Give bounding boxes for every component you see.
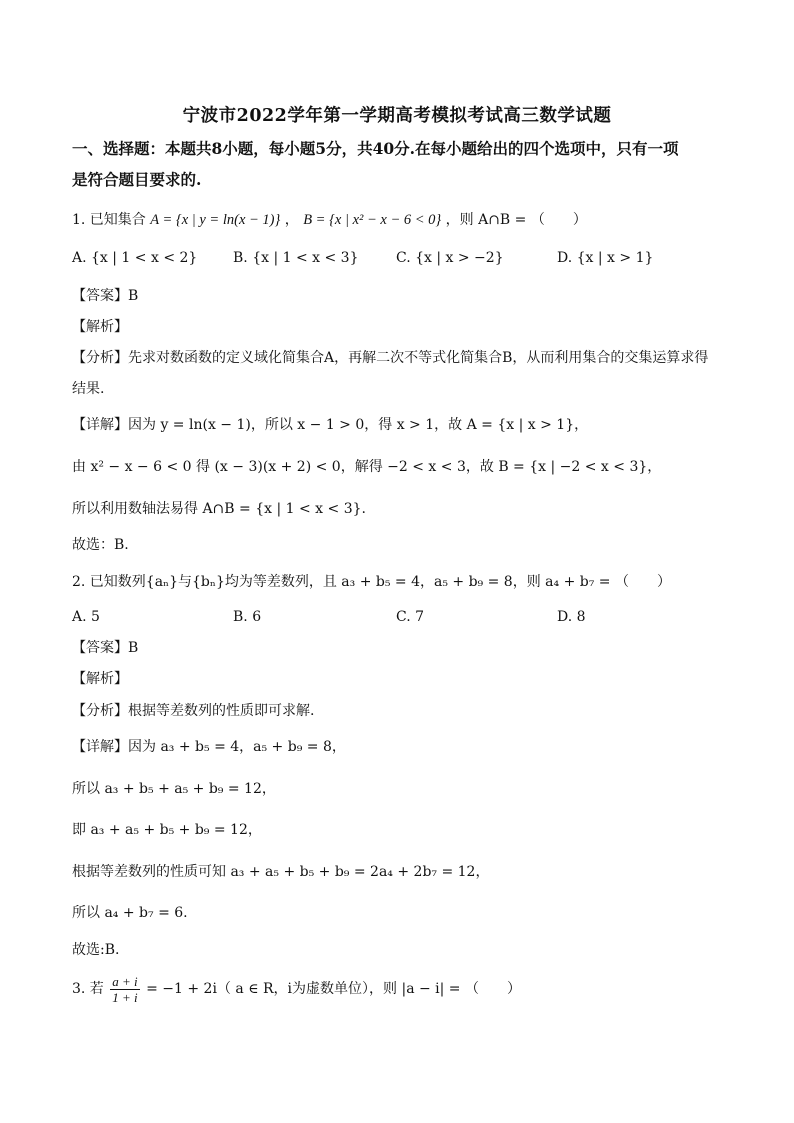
q3-rest: = −1 + 2i（ a ∈ R，i为虚数单位），则 |a − i| = （ ） <box>146 981 521 997</box>
q3-stem <box>72 972 521 1006</box>
q2-detail-line4: 根据等差数列的性质可知 a₃ + a₅ + b₅ + b₉ = 2a₄ + 2b₇ = 12， <box>72 864 490 880</box>
q1-option-b: B. {x | 1 < x < 3} <box>233 250 359 266</box>
q2-option-a: A. 5 <box>72 609 100 625</box>
q2-analysis-label: 【解析】 <box>72 671 128 687</box>
q1-fenxi-line2: 结果. <box>72 381 105 397</box>
q2-answer: 【答案】B <box>72 640 139 656</box>
q2-choose: 故选:B. <box>72 942 120 958</box>
q2-detail-line2: 所以 a₃ + b₅ + a₅ + b₉ = 12， <box>72 781 276 797</box>
q1-option-a: A. {x | 1 < x < 2} <box>72 250 198 266</box>
q3-fraction-numerator: a + i <box>112 973 138 989</box>
q2-option-d: D. 8 <box>557 609 586 625</box>
q1-detail-line3: 所以利用数轴法易得 A∩B = {x | 1 < x < 3}. <box>72 501 366 517</box>
q1-stem-text: 1. 已知集合 <box>72 212 146 228</box>
q3-number: 3. 若 <box>72 981 104 997</box>
q2-option-b: B. 6 <box>233 609 262 625</box>
q1-analysis-label: 【解析】 <box>72 319 128 335</box>
q1-option-c: C. {x | x > −2} <box>396 250 504 266</box>
q1-set-a: A = {x | y = ln(x − 1)} <box>150 212 281 228</box>
q2-fenxi: 【分析】根据等差数列的性质即可求解. <box>72 703 315 719</box>
q1-answer: 【答案】B <box>72 288 139 304</box>
q1-set-b: B = {x | x² − x − 6 < 0} <box>303 212 442 228</box>
q2-stem: 2. 已知数列{aₙ}与{bₙ}均为等差数列，且 a₃ + b₅ = 4，a₅ + b₉ = 8，则 a₄ + b₇ = （ ） <box>72 574 671 590</box>
q1-detail-line1: 【详解】因为 y = ln(x − 1)，所以 x − 1 > 0，得 x > 1，故 A = {x | x > 1}， <box>72 417 589 433</box>
q1-ask: ，则 A∩B = （ ） <box>445 212 587 228</box>
q2-detail-line5: 所以 a₄ + b₇ = 6. <box>72 905 188 921</box>
q3-fraction <box>110 974 139 1005</box>
q1-detail-line2: 由 x² − x − 6 < 0 得 (x − 3)(x + 2) < 0，解得 −2 < x < 3，故 B = {x | −2 < x < 3}， <box>72 459 662 475</box>
q1-separator: ， <box>284 212 299 228</box>
q2-detail-line3: 即 a₃ + a₅ + b₅ + b₉ = 12， <box>72 822 262 838</box>
q1-option-d: D. {x | x > 1} <box>557 250 654 266</box>
q2-option-c: C. 7 <box>396 609 425 625</box>
q2-detail-line1: 【详解】因为 a₃ + b₅ = 4，a₅ + b₉ = 8， <box>72 739 346 755</box>
page-title: 宁波市2022学年第一学期高考模拟考试高三数学试题 <box>182 106 612 126</box>
q3-fraction-denominator: 1 + i <box>112 989 138 1005</box>
q1-fenxi-line1: 【分析】先求对数函数的定义域化简集合A，再解二次不等式化简集合B，从而利用集合的交集运算求得 <box>72 350 709 366</box>
section-heading-line2: 是符合题目要求的. <box>72 170 202 189</box>
q1-stem <box>72 210 587 230</box>
q1-choose: 故选：B. <box>72 537 129 553</box>
section-heading-line1: 一、选择题：本题共8小题，每小题5分，共40分.在每小题给出的四个选项中，只有一项 <box>72 139 679 158</box>
